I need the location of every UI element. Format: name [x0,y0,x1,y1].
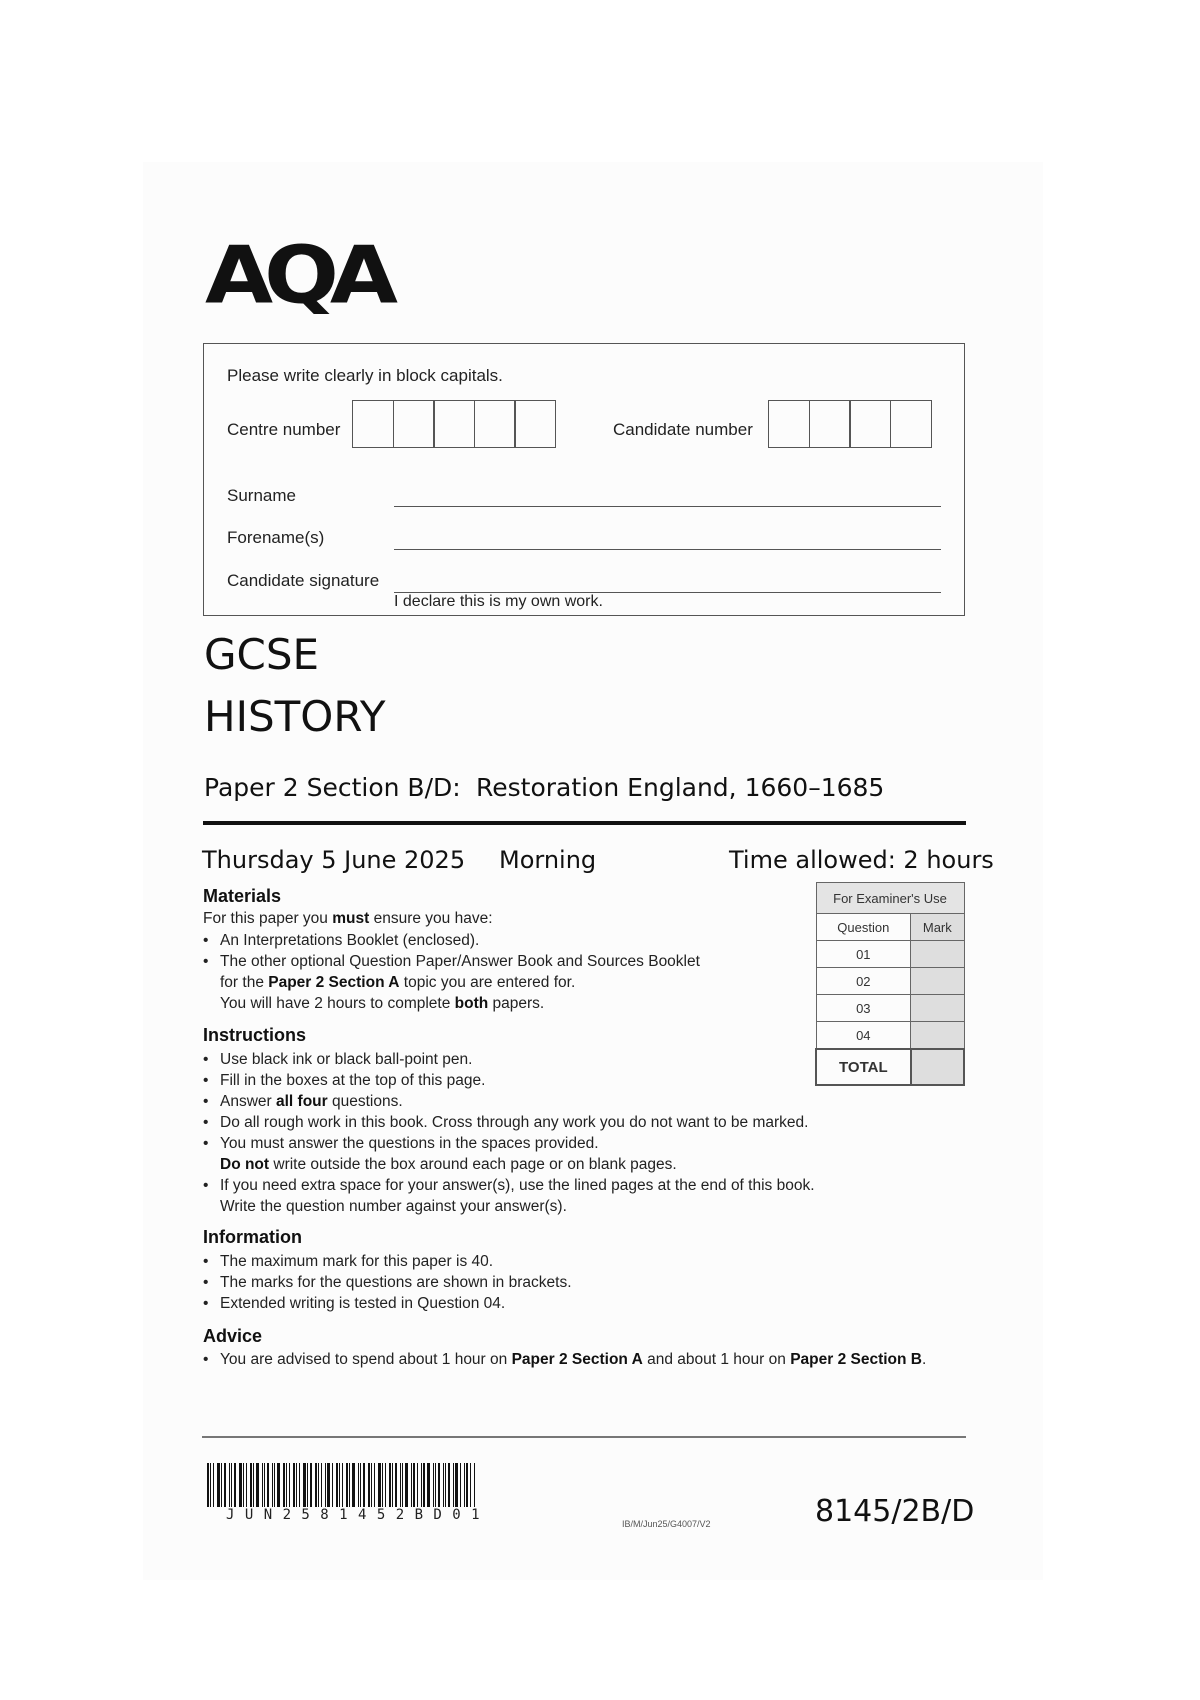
barcode-bar [310,1463,312,1507]
barcode-bar [360,1463,361,1507]
barcode-bar [256,1463,259,1507]
barcode-bar [289,1463,290,1507]
candidate-digit-box[interactable] [768,400,810,448]
barcode-bar [470,1463,471,1507]
list-item: for the Paper 2 Section A topic you are entered for. [220,974,576,991]
list-item: Do not write outside the box around each page or on blank pages. [220,1156,677,1173]
centre-number-label: Centre number [227,420,341,439]
time-allowed: Time allowed: 2 hours [729,846,994,874]
paper-reference: IB/M/Jun25/G4007/V2 [622,1519,711,1529]
barcode-bar [283,1463,285,1507]
list-item: • If you need extra space for your answer(s), use the lined pages at the end of this book. [203,1175,863,1196]
centre-digit-box[interactable] [433,400,475,448]
examiner-table-title: For Examiner's Use [816,883,964,914]
candidate-digit-box[interactable] [890,400,932,448]
total-label: TOTAL [816,1049,911,1085]
surname-field[interactable] [394,506,941,507]
instructions-list [203,1049,863,1217]
barcode-bar [421,1463,422,1507]
paper-code: 8145/2B/D [815,1494,975,1529]
candidate-digit-box[interactable] [849,400,891,448]
question-number: 01 [816,941,911,968]
barcode-bar [239,1463,242,1507]
barcode-bar [336,1463,338,1507]
subject-title: HISTORY [204,692,386,741]
paper-topic: Restoration England, 1660–1685 [476,773,885,802]
qualification-title: GCSE [204,630,320,679]
barcode-bar [466,1463,468,1507]
mark-cell [911,995,964,1022]
barcode-bar [358,1463,359,1507]
barcode-bar [229,1463,230,1507]
barcode-bar [433,1463,434,1507]
barcode-bar [411,1463,412,1507]
barcode-bar [392,1463,393,1507]
information-heading: Information [203,1227,302,1247]
barcode-bar [213,1463,214,1507]
list-item: • Extended writing is tested in Question 04. [203,1293,803,1314]
barcode-bar [264,1463,265,1507]
barcode-bar [262,1463,263,1507]
forenames-field[interactable] [394,549,941,550]
barcode-bar [224,1463,226,1507]
barcode-bar [435,1463,436,1507]
barcode-bar [453,1463,454,1507]
mark-cell [911,1022,964,1050]
question-number: 04 [816,1022,911,1050]
barcode-bar [272,1463,273,1507]
title-divider [203,821,966,825]
materials-heading: Materials [203,886,282,906]
barcode-text: J U N 2 5 8 1 4 5 2 B D 0 1 [226,1507,481,1523]
barcode-bar [371,1463,372,1507]
barcode-bar [315,1463,317,1507]
table-row [816,968,964,995]
exam-date: Thursday 5 June 2025 [202,846,466,874]
advice-list [203,1349,983,1370]
barcode-bar [413,1463,415,1507]
barcode-bar [299,1463,300,1507]
barcode-bar [243,1463,244,1507]
list-item: You will have 2 hours to complete both papers. [220,995,545,1012]
barcode [207,1463,535,1507]
list-item: • The other optional Question Paper/Answer Book and Sources Booklet [203,951,803,972]
candidate-digit-box[interactable] [809,400,851,448]
barcode-bar [405,1463,408,1507]
list-item: • Fill in the boxes at the top of this page. [203,1070,863,1091]
centre-digit-box[interactable] [474,400,516,448]
barcode-bar [438,1463,440,1507]
barcode-bar [274,1463,275,1507]
mark-cell [911,941,964,968]
surname-label: Surname [227,486,296,505]
barcode-bar [474,1463,475,1507]
forenames-label: Forename(s) [227,528,325,547]
aqa-logo: AQA [205,228,390,322]
list-item: • An Interpretations Booklet (enclosed). [203,930,803,951]
barcode-bar [349,1463,350,1507]
barcode-bar [464,1463,465,1507]
barcode-bar [339,1463,340,1507]
barcode-bar [321,1463,322,1507]
barcode-bar [455,1463,458,1507]
centre-digit-box[interactable] [393,400,435,448]
barcode-bar [246,1463,247,1507]
question-column-header: Question [816,914,911,941]
barcode-bar [210,1463,211,1507]
mark-cell [911,968,964,995]
barcode-bar [385,1463,386,1507]
paper-section: Paper 2 Section B/D: [204,773,461,802]
barcode-bar [327,1463,330,1507]
barcode-bar [277,1463,280,1507]
block-capitals-instruction: Please write clearly in block capitals. [227,366,503,385]
barcode-bar [296,1463,297,1507]
information-list [203,1251,803,1314]
list-item: • The maximum mark for this paper is 40. [203,1251,803,1272]
barcode-bar [234,1463,236,1507]
materials-intro: For this paper you must ensure you have: [203,910,493,927]
total-mark-cell [911,1049,964,1085]
advice-heading: Advice [203,1326,263,1346]
mark-column-header: Mark [911,914,964,941]
centre-digit-box[interactable] [352,400,394,448]
barcode-bar [250,1463,252,1507]
list-item: • Do all rough work in this book. Cross through any work you do not want to be marked. [203,1112,863,1133]
list-item: • Answer all four questions. [203,1091,863,1112]
declaration-text: I declare this is my own work. [394,593,603,610]
barcode-bar [217,1463,220,1507]
barcode-bar [363,1463,365,1507]
barcode-bar [423,1463,425,1507]
question-number: 02 [816,968,911,995]
barcode-bar [231,1463,232,1507]
materials-list [203,930,803,1014]
table-row [816,995,964,1022]
question-number: 03 [816,995,911,1022]
barcode-bar [346,1463,348,1507]
barcode-bar [445,1463,446,1507]
barcode-bar [448,1463,450,1507]
barcode-bar [307,1463,308,1507]
barcode-bar [400,1463,401,1507]
table-row [816,1022,964,1050]
barcode-bar [368,1463,370,1507]
barcode-bar [382,1463,383,1507]
barcode-bar [378,1463,381,1507]
barcode-bar [395,1463,397,1507]
examiner-use-table [815,882,965,1086]
footer-divider [202,1436,966,1438]
candidate-number-boxes[interactable] [768,400,930,448]
barcode-bar [267,1463,269,1507]
barcode-bar [417,1463,418,1507]
centre-digit-box[interactable] [514,400,556,448]
barcode-bar [221,1463,222,1507]
signature-label: Candidate signature [227,571,380,590]
table-row [816,941,964,968]
list-item: • You must answer the questions in the spaces provided. [203,1133,863,1154]
barcode-bar [253,1463,254,1507]
barcode-bar [460,1463,461,1507]
total-row [816,1049,964,1085]
barcode-bar [389,1463,391,1507]
list-item: • The marks for the questions are shown in brackets. [203,1272,803,1293]
barcode-bar [332,1463,333,1507]
barcode-bar [318,1463,319,1507]
barcode-bar [352,1463,355,1507]
list-item: • You are advised to spend about 1 hour on Paper 2 Section A and about 1 hour on Paper 2 Section B. [203,1349,983,1370]
barcode-bar [325,1463,326,1507]
barcode-bar [342,1463,343,1507]
exam-session: Morning [499,846,597,874]
centre-number-boxes[interactable] [352,400,555,448]
barcode-bar [402,1463,403,1507]
barcode-bar [286,1463,287,1507]
list-item: Write the question number against your answer(s). [220,1198,567,1215]
barcode-bar [293,1463,295,1507]
barcode-bar [207,1463,209,1507]
barcode-bar [303,1463,306,1507]
candidate-number-label: Candidate number [613,420,753,439]
list-item: • Use black ink or black ball-point pen. [203,1049,863,1070]
barcode-bar [443,1463,444,1507]
barcode-bar [374,1463,375,1507]
barcode-bar [427,1463,430,1507]
instructions-heading: Instructions [203,1025,307,1045]
